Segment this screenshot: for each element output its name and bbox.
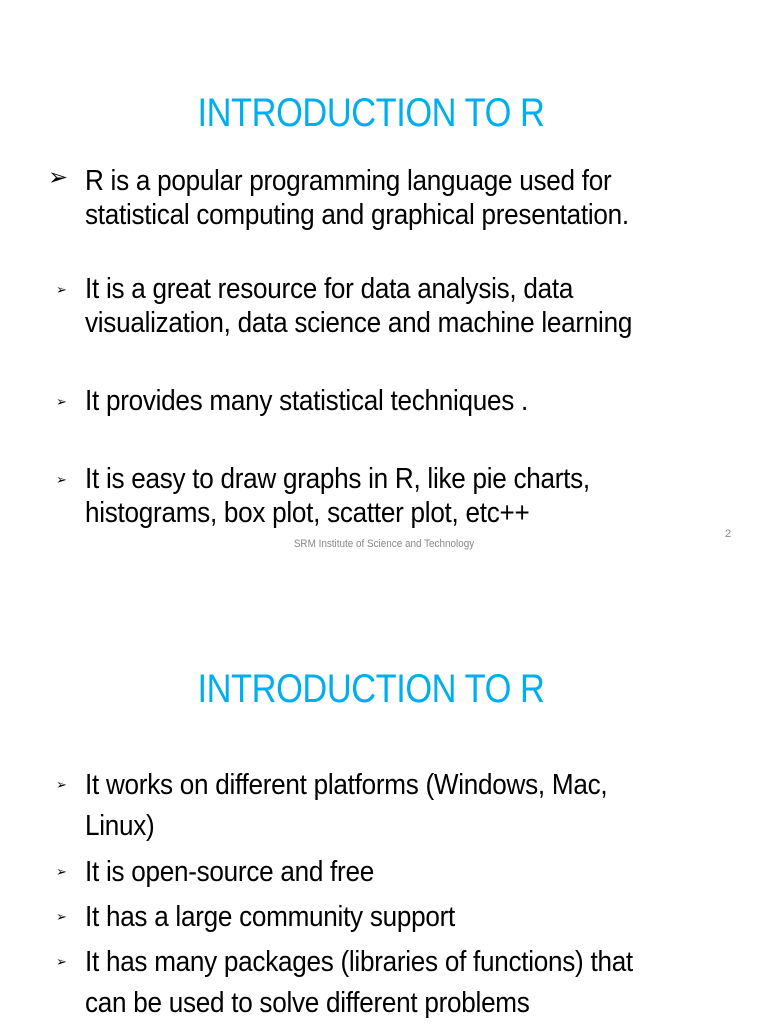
bullet-text: It is open-source and free (85, 856, 374, 888)
bullet-text: It is a great resource for data analysis, data visualization, data science and machine learning (85, 273, 633, 339)
bullet-text: It provides many statistical techniques . (85, 385, 528, 417)
arrowhead-bullet-icon: ➢ (56, 865, 67, 880)
page-number: 2 (725, 528, 732, 540)
arrowhead-bullet-icon: ➢ (56, 473, 67, 488)
slide-title: INTRODUCTION TO R (197, 667, 545, 711)
arrowhead-bullet-icon: ➢ (56, 778, 67, 793)
bullet-text: It is easy to draw graphs in R, like pie charts, histograms, box plot, scatter plot, etc++ (85, 463, 590, 529)
slide-footer: SRM Institute of Science and Technology (293, 538, 475, 550)
bullet-text: R is a popular programming language used for statistical computing and graphical presentation. (85, 165, 629, 231)
arrowhead-bullet-icon: ➢ (56, 910, 67, 925)
bullet-text: It has a large community support (85, 901, 455, 933)
arrowhead-bullet-icon: ➢ (56, 283, 67, 298)
bullet-text: It has many packages (libraries of functions) that can be used to solve different problems (85, 946, 633, 1019)
slide-title: INTRODUCTION TO R (197, 91, 545, 135)
slide-2 (0, 576, 768, 1024)
arrowhead-bullet-icon: ➢ (48, 163, 69, 191)
arrowhead-bullet-icon: ➢ (56, 395, 67, 410)
bullet-text: It works on different platforms (Windows, Mac, Linux) (85, 769, 608, 842)
arrowhead-bullet-icon: ➢ (56, 955, 67, 970)
